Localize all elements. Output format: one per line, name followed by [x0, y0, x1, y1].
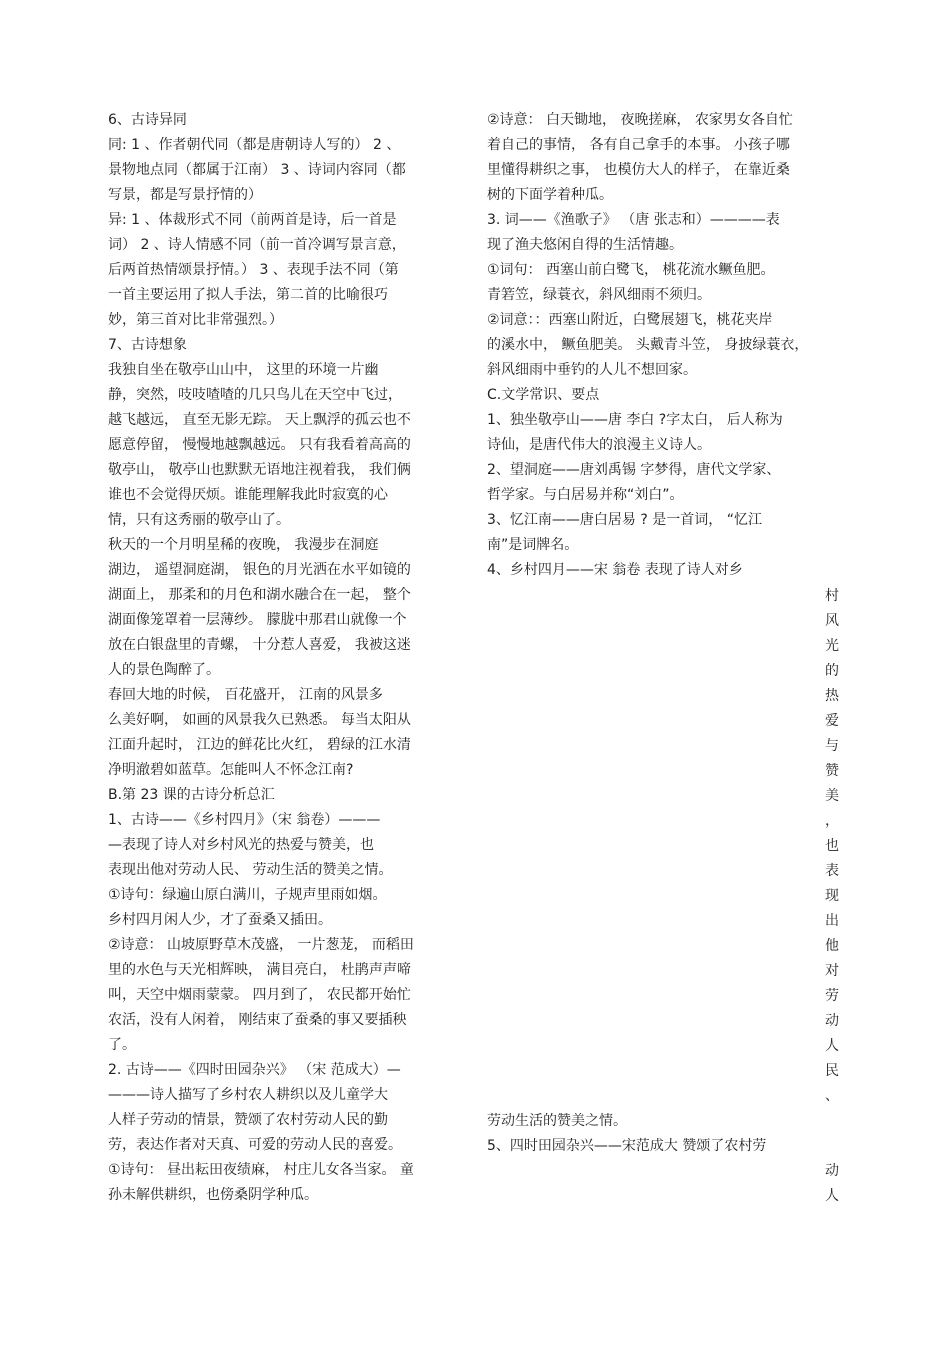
text-line: 人 [825, 1038, 839, 1054]
text-line: 湖边， 遥望洞庭湖， 银色的月光洒在水平如镜的 [108, 562, 411, 578]
text-line: 哲学家。与白居易并称“刘白”。 [487, 487, 684, 503]
text-line: 青箬笠，绿蓑衣，斜风细雨不须归。 [487, 287, 711, 303]
text-line: 3. 词——《渔歌子》 （唐 张志和）————表 [487, 212, 780, 228]
text-line: 3、忆江南——唐白居易 ? 是一首词， “忆江 [487, 512, 762, 528]
left-column [108, 108, 453, 1208]
text-line: 2、望洞庭——唐刘禹锡 字梦得，唐代文学家、 [487, 462, 781, 478]
right-column [487, 108, 832, 583]
text-line: B.第 23 课的古诗分析总汇 [108, 787, 275, 803]
text-line: 美 [825, 788, 839, 804]
text-line: ②诗意： 山坡原野草木茂盛， 一片葱茏， 而稻田 [108, 937, 414, 953]
text-line: 对 [825, 963, 839, 979]
text-line: 劳，表达作者对天真、可爱的劳动人民的喜爱。 [108, 1137, 402, 1153]
text-line: 敬亭山， 敬亭山也默默无语地注视着我， 我们俩 [108, 462, 411, 478]
text-line: 么美好啊， 如画的风景我久已熟悉。 每当太阳从 [108, 712, 411, 728]
text-line: 放在白银盘里的青螺， 十分惹人喜爱， 我被这迷 [108, 637, 411, 653]
text-line: 南”是词牌名。 [487, 537, 579, 553]
text-line: 人 [825, 1188, 839, 1204]
text-line: 现 [825, 888, 839, 904]
text-line: 他 [825, 938, 839, 954]
text-line: 词） 2 、诗人情感不同（前一首冷调写景言意， [108, 237, 406, 253]
text-line: 光 [825, 638, 839, 654]
text-line: 现了渔夫悠闲自得的生活情趣。 [487, 237, 683, 253]
text-line: 、 [825, 1088, 839, 1104]
text-line: 表现出他对劳动人民、 劳动生活的赞美之情。 [108, 862, 393, 878]
text-line: 人样子劳动的情景，赞颂了农村劳动人民的勤 [108, 1112, 388, 1128]
text-line: 愿意停留， 慢慢地越飘越远。 只有我看着高高的 [108, 437, 411, 453]
text-line: 4、乡村四月——宋 翁卷 表现了诗人对乡 [487, 562, 743, 578]
text-line: 同: 1 、作者朝代同（都是唐朝诗人写的） 2 、 [108, 137, 401, 153]
text-line: 后两首热情颂景抒情。） 3 、表现手法不同（第 [108, 262, 399, 278]
text-line: 热 [825, 688, 839, 704]
text-line: 异: 1 、体裁形式不同（前两首是诗，后一首是 [108, 212, 397, 228]
text-line: 湖面上， 那柔和的月色和湖水融合在一起， 整个 [108, 587, 411, 603]
text-line: 湖面像笼罩着一层薄纱。 朦胧中那君山就像一个 [108, 612, 407, 628]
text-line: 的 [825, 663, 839, 679]
text-line: 了。 [108, 1037, 136, 1053]
text-line: 1、独坐敬亭山——唐 李白 ?字太白， 后人称为 [487, 412, 783, 428]
text-line: ②词意：：西塞山附近，白鹭展翅飞，桃花夹岸 [487, 312, 773, 328]
text-line: 6、古诗异同 [108, 112, 187, 128]
text-line: 风 [825, 613, 839, 629]
text-line: ①词句： 西塞山前白鹭飞， 桃花流水鳜鱼肥。 [487, 262, 775, 278]
text-line: 写景，都是写景抒情的） [108, 187, 262, 203]
text-line: 叫，天空中烟雨蒙蒙。 四月到了， 农民都开始忙 [108, 987, 411, 1003]
text-line: 里懂得耕织之事， 也模仿大人的样子， 在靠近桑 [487, 162, 790, 178]
text-line: 一首主要运用了拟人手法，第二首的比喻很巧 [108, 287, 388, 303]
vertical-text-1 [822, 584, 842, 1109]
text-line: ———诗人描写了乡村农人耕织以及儿童学大 [108, 1087, 388, 1103]
text-line: 江面升起时， 江边的鲜花比火红， 碧绿的江水清 [108, 737, 411, 753]
text-line: C.文学常识、要点 [487, 387, 600, 403]
text-line: 出 [825, 913, 839, 929]
text-line: 里的水色与天光相辉映， 满目亮白， 杜鹃声声啼 [108, 962, 411, 978]
text-line: 秋天的一个月明星稀的夜晚， 我漫步在洞庭 [108, 537, 379, 553]
text-line: 的溪水中， 鳜鱼肥美。 头戴青斗笠， 身披绿蓑衣， [487, 337, 809, 353]
text-line: 农活，没有人闲着， 刚结束了蚕桑的事又要插秧 [108, 1012, 407, 1028]
text-line: 与 [825, 738, 839, 754]
text-line: 劳 [825, 988, 839, 1004]
text-line: 人的景色陶醉了。 [108, 662, 220, 678]
text-line: 村 [825, 588, 839, 604]
text-line: 净明澈碧如蓝草。怎能叫人不怀念江南? [108, 762, 354, 778]
text-line: 动 [825, 1163, 839, 1179]
text-line: ①诗句：绿遍山原白满川，子规声里雨如烟。 [108, 887, 387, 903]
text-line: 表 [825, 863, 839, 879]
text-line: ②诗意： 白天锄地， 夜晚搓麻， 农家男女各自忙 [487, 112, 793, 128]
text-line: 动 [825, 1013, 839, 1029]
text-line: —表现了诗人对乡村风光的热爱与赞美，也 [108, 837, 374, 853]
text-line: 1、古诗——《乡村四月》（宋 翁卷）——— [108, 812, 381, 828]
text-line: 树的下面学着种瓜。 [487, 187, 613, 203]
text-line: 孙未解供耕织，也傍桑阴学种瓜。 [108, 1187, 318, 1203]
text-line: 2. 古诗——《四时田园杂兴》 （宋 范成大）— [108, 1062, 401, 1078]
text-line: ， [825, 813, 839, 829]
text-line: 妙，第三首对比非常强烈。） [108, 312, 283, 328]
text-line: 着自己的事情， 各有自己拿手的本事。 小孩子哪 [487, 137, 790, 153]
tail-line-1: 劳动生活的赞美之情。 [487, 1113, 627, 1129]
tail-line-2: 5、四时田园杂兴——宋范成大 赞颂了农村劳 [487, 1138, 767, 1154]
text-line: 诗仙，是唐代伟大的浪漫主义诗人。 [487, 437, 711, 453]
text-line: 谁也不会觉得厌烦。谁能理解我此时寂寞的心 [108, 487, 388, 503]
text-line: 春回大地的时候， 百花盛开， 江南的风景多 [108, 687, 383, 703]
text-line: 爱 [825, 713, 839, 729]
text-line: 越飞越远， 直至无影无踪。 天上飘浮的孤云也不 [108, 412, 411, 428]
text-line: 赞 [825, 763, 839, 779]
text-line: ①诗句： 昼出耘田夜绩麻， 村庄儿女各当家。 童 [108, 1162, 414, 1178]
text-line: 斜风细雨中垂钓的人儿不想回家。 [487, 362, 697, 378]
text-line: 情，只有这秀丽的敬亭山了。 [108, 512, 290, 528]
text-line: 也 [825, 838, 839, 854]
text-line: 乡村四月闲人少，才了蚕桑又插田。 [108, 912, 332, 928]
text-line: 我独自坐在敬亭山山中， 这里的环境一片幽 [108, 362, 379, 378]
vertical-text-2 [822, 1159, 842, 1209]
text-line: 景物地点同（都属于江南） 3 、诗词内容同（都 [108, 162, 406, 178]
text-line: 7、古诗想象 [108, 337, 187, 353]
text-line: 静，突然，吱吱喳喳的几只鸟儿在天空中飞过， [108, 387, 402, 403]
text-line: 民 [825, 1063, 839, 1079]
